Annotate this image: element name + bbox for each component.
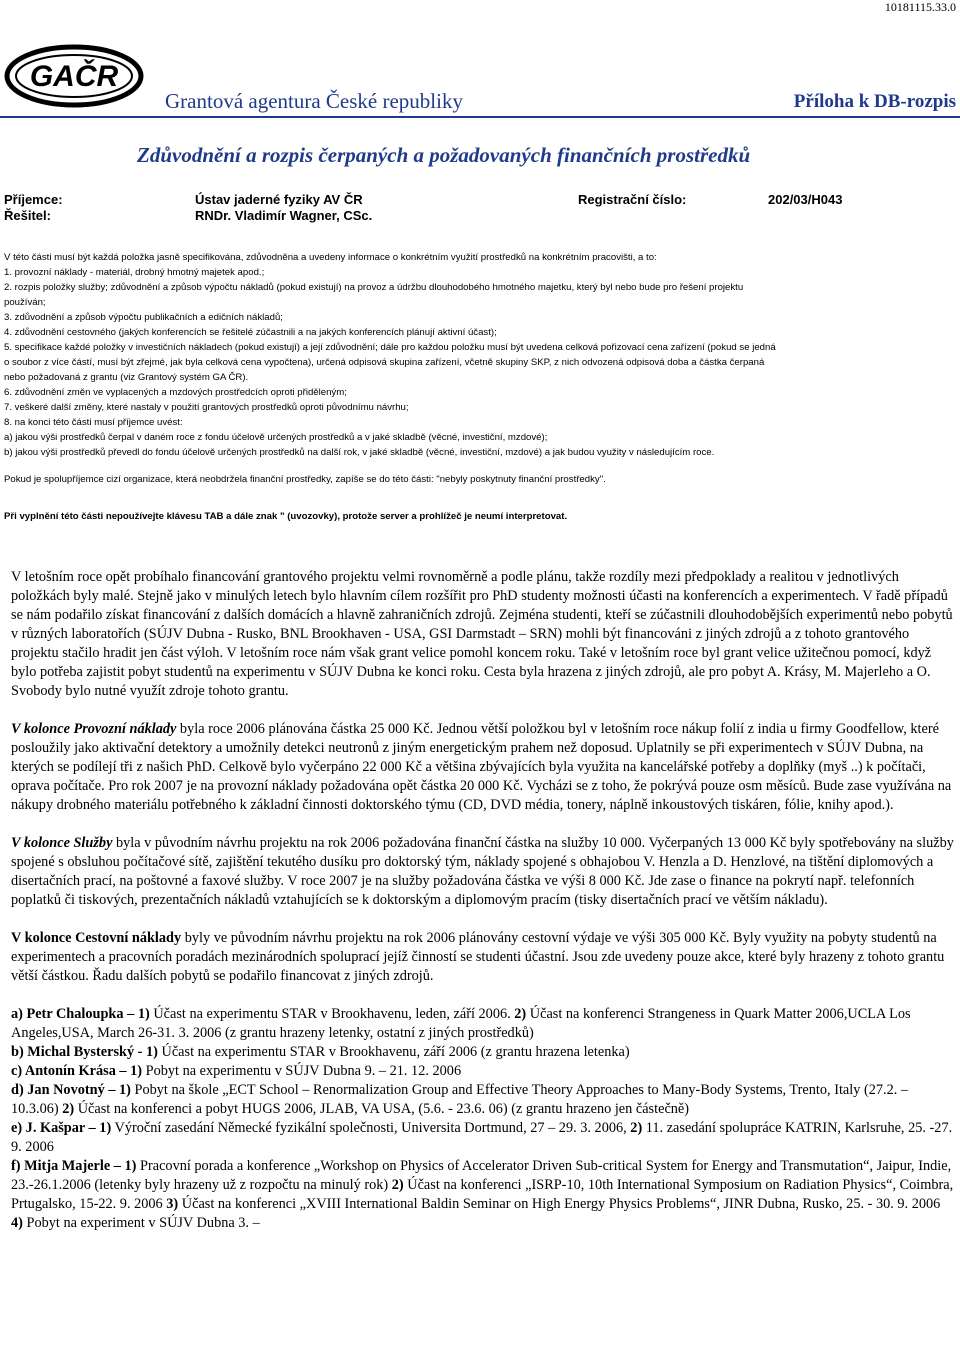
recipient-label: Příjemce:	[4, 192, 63, 207]
instruction-line: 4. zdůvodnění cestovného (jakých konferencích se řešitelé zúčastnili a na jakých konferencích plánují aktivní účast);	[4, 327, 497, 338]
intro-paragraph: V letošním roce opět probíhalo financování grantového projektu velmi rovnoměrně a podle plánu, takže rozdíly mezi předpoklady a realitou v jednotlivých položkách byly malé. Stejně jako v minulých letech bylo hlavním cílem rozšířit pro PhD studenty možnosti účasti na konferencích a experimentech. V řadě případů se nám podařilo získat financování z dalších domácích a hlavně zahraničních zdrojů. Zejména studenti, kteří se zúčastnili dlouhodobějších experimentů nebo pobytů v různých laboratořích (SÚJV Dubna - Rusko, BNL Brookhaven - USA, GSI Darmstadt – SRN) mohli být financováni z jiných zdrojů a z tohoto grantového projektu stačilo hradit jen část výloh. V letošním roce nám však grant velice pomohl koncem roku. Také v letošním roce byl grant velice užitečnou pomocí, když bylo potřeba zajistit pobyt studentů na experimentu v SÚJV Dubna ke konci roku. Cesta byla hrazena z jiných zdrojů, ale pro pobyt A. Krásy, M. Majerleho a O. Svobody bylo nutné využít zdroje tohoto grantu.	[11, 569, 953, 699]
instruction-line: 1. provozní náklady - materiál, drobný hmotný majetek apod.;	[4, 267, 265, 278]
travel-item-f: f) Mitja Majerle – 1) Pracovní porada a konference „Workshop on Physics of Accelerator Driven Sub-critical System for Energy and Transmutation“, Jaipur, Indie, 23.-26.1.2006 (letenky byly hrazeny už z rozpočtu na minulý rok) 2) Účast na konferenci „ISRP-10, 10th International Symposium on Radiation Physics“, Coimbra, Prtugalsko, 15-22. 9. 2006 3) Účast na konferenci „XVIII International Baldin Seminar on High Energy Physics Problems“, JINR Dubna, Rusko, 25. - 30. 9. 2006 4) Pobyt na experiment v SÚJV Dubna 3. –	[11, 1158, 954, 1231]
travel-text: byly ve původním návrhu projektu na rok 2006 plánovány cestovní výdaje ve výši 305 000 Kč. Byly využity na pobyty studentů na experimentech a pracovních poradách mezinárodních spoluprací jejíž činností se studenti účastní. Jsou zde uvedeny pouze akce, které byly hrazeny z tohoto grantu větší částkou. Řadu dalších pobytů se podařilo financovat z jiných zdrojů.	[11, 930, 945, 984]
header-divider	[0, 116, 960, 118]
instruction-line: nebo požadovaná z grantu (viz Grantový systém GA ČR).	[4, 372, 249, 383]
logo-lettering: GAČR	[29, 60, 119, 93]
cofunding-note: Pokud je spolupříjemce cizí organizace, která neobdržela finanční prostředky, zapíše se do této části: "nebyly poskytnuty finanční prostředky".	[4, 474, 606, 485]
instruction-line: 8. na konci této části musí příjemce uvést:	[4, 417, 183, 428]
travel-heading: V kolonce Cestovní náklady	[11, 930, 182, 946]
instruction-line: V této části musí být každá položka jasně specifikována, zdůvodněna a uvedeny informace o konkrétním využití prostředků na konkrétním pracovišti, a to:	[4, 252, 657, 263]
instruction-line: b) jakou výši prostředků převedl do fondu účelově určených prostředků na další rok, v jaké skladbě (věcné, investiční, mzdové) a jak budou využity v následujícím roce.	[4, 447, 715, 458]
registration-label: Registrační číslo:	[578, 192, 687, 207]
instructions-block	[4, 250, 959, 460]
instruction-line: 6. zdůvodnění změn ve vyplacených a mzdových prostředcích oproti přiděleným;	[4, 387, 347, 398]
services-heading: V kolonce Služby	[11, 835, 113, 851]
gacr-logo	[4, 44, 144, 108]
instruction-line: 5. specifikace každé položky v investičních nákladech (pokud existují) a její zdůvodnění; dále pro každou položku musí být uvedena celková pořizovací cena zařízení (pokud se jedná	[4, 342, 776, 353]
instruction-line: o soubor z více částí, musí být zřejmé, jak byla celková cena vypočtena), určená odpisová skupina zařízení, včetně skupiny SKP, z nich odvozená odpisová doba a částka čerpaná	[4, 357, 765, 368]
recipient-value: Ústav jaderné fyziky AV ČR	[195, 192, 363, 207]
travel-item-a: a) Petr Chaloupka – 1) Účast na experimentu STAR v Brookhavenu, leden, září 2006. 2) Účast na konferenci Strangeness in Quark Matter 2006,UCLA Los Angeles,USA, March 26-31. 3. 2006 (z grantu hrazeny letenky, ostatní z jiných prostředků)	[11, 1006, 911, 1041]
investigator-value: RNDr. Vladimír Wagner, CSc.	[195, 208, 373, 223]
annex-label: Příloha k DB-rozpis	[793, 91, 956, 112]
document-id: 10181115.33.0	[884, 0, 956, 14]
document-title: Zdůvodnění a rozpis čerpaných a požadovaných finančních prostředků	[137, 143, 751, 167]
operating-costs-text: byla roce 2006 plánována částka 25 000 Kč. Jednou větší položkou byl v letošním roce nákup folií z india u firmy Goodfellow, které posloužily jako aktivační detektory a umožnily detekci neutronů z jiným energetickým prahem než doposud. Uplatnily se při experimentech v SÚJV Dubna, na kterých se podílejí tři z našich PhD. Celkově bylo vyčerpáno 22 000 Kč a většina zbývajících byla využita na kancelářské potřeby a doplňky (myš ..) k počítači, oprava počítače. Pro rok 2007 je na provozní náklady požadována opět částka 20 000 Kč. Vycházi se z toho, že pokrývá pouze osm měsíců. Bude zase využívána na nákupy drobného materiálu potřebného k základní činnosti doktorského týmu (CD, DVD média, tonery, náplně inkoustových tiskáren, fólie, knihy apod.).	[11, 721, 952, 813]
travel-item-b: b) Michal Bysterský - 1) Účast na experimentu STAR v Brookhavenu, září 2006 (z grantu hrazena letenka)	[11, 1044, 630, 1060]
services-paragraph	[11, 834, 955, 910]
instruction-line: 3. zdůvodnění a způsob výpočtu publikačních a edičních nákladů;	[4, 312, 283, 323]
registration-value: 202/03/H043	[768, 192, 843, 207]
investigator-label: Řešitel:	[4, 208, 51, 223]
travel-paragraph	[11, 929, 955, 986]
operating-costs-paragraph	[11, 720, 955, 815]
travel-item-c: c) Antonín Krása – 1) Pobyt na experimentu v SÚJV Dubna 9. – 21. 12. 2006	[11, 1063, 462, 1079]
instruction-line: 7. veškeré další změny, které nastaly v použití grantových prostředků oproti původnímu návrhu;	[4, 402, 409, 413]
instruction-line: a) jakou výši prostředků čerpal v daném roce z fondu účelově určených prostředků a v jaké skladbě (věcné, investiční, mzdové);	[4, 432, 548, 443]
agency-name: Grantová agentura České republiky	[165, 89, 463, 113]
instruction-line: používán;	[4, 297, 46, 308]
services-text: byla v původním návrhu projektu na rok 2006 požadována finanční částka na služby 10 000. Vyčerpaných 13 000 Kč byly spotřebovány na služby spojené s obsluhou počítačové sítě, zajištění tekutého dusíku pro doktorský tým, náklady spojené s obhajobou V. Henzla a D. Henzlové, na tištění diplomových a disertačních prací, na poštovné a faxové služby. V roce 2007 je na služby požadována částka ve výši 8 000 Kč. Jde zase o finance na pokrytí např. telefonních poplatků či tiskových, prezentačních nákladů vztahujících se k doktorským a diplomovým pracím (tisky disertačních prací ve větším nákladu).	[11, 835, 954, 908]
travel-item-d: d) Jan Novotný – 1) Pobyt na škole „ECT School – Renormalization Group and Effective Theory Approaches to Many-Body Systems, Trento, Italy (27.2. – 10.3.06) 2) Účast na konferenci a pobyt HUGS 2006, JLAB, VA USA, (5.6. - 23.6. 06) (z grantu hrazeno jen částečně)	[11, 1082, 909, 1117]
operating-costs-heading: V kolonce Provozní náklady	[11, 721, 177, 737]
justification-text	[11, 568, 955, 1233]
tab-warning-note: Při vyplnění této části nepoužívejte klávesu TAB a dále znak " (uvozovky), protože server a prohlížeč je neumí interpretovat.	[4, 511, 568, 522]
travel-item-e: e) J. Kašpar – 1) Výroční zasedání Německé fyzikální společnosti, Universita Dortmund, 27 – 29. 3. 2006, 2) 11. zasedání spolupráce KATRIN, Karlsruhe, 25. -27. 9. 2006	[11, 1120, 953, 1155]
instruction-line: 2. rozpis položky služby; zdůvodnění a způsob výpočtu nákladů (pokud existují) na provoz a údržbu dlouhodobého hmotného majetku, který byl nebo bude pro řešení projektu	[4, 282, 744, 293]
